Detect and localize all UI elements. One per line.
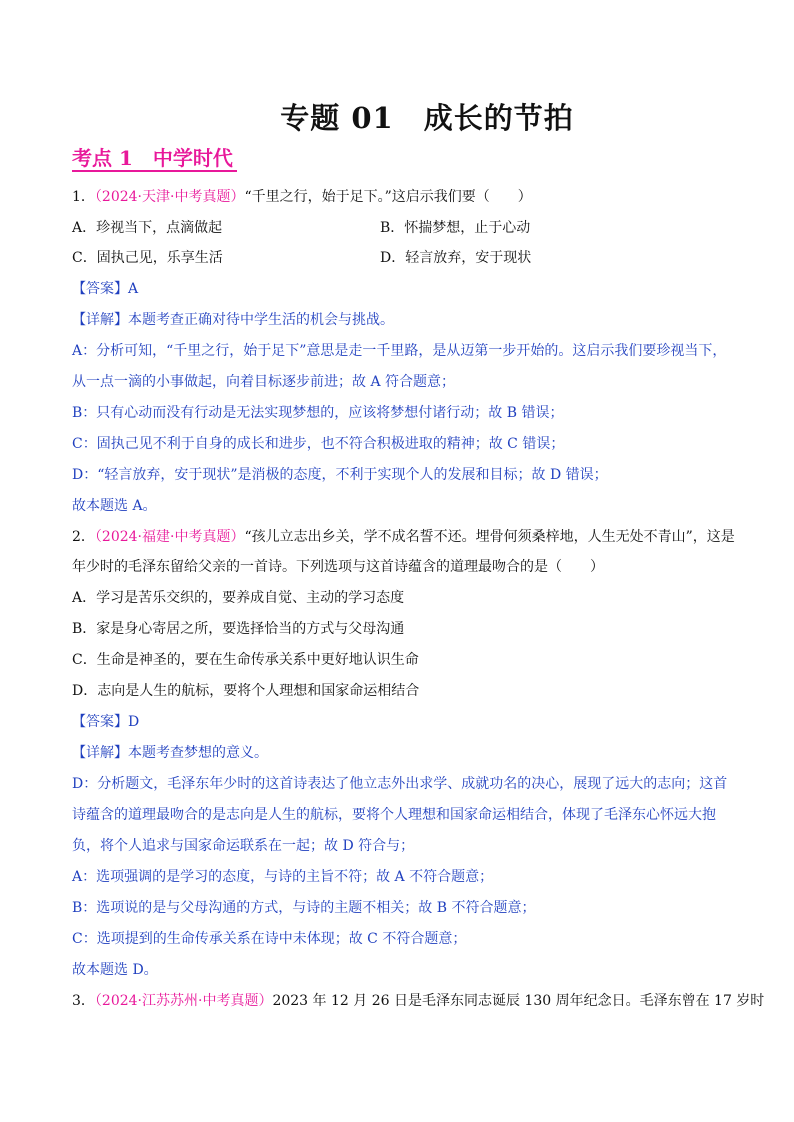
q2-analysis-line: 诗蕴含的道理最吻合的是志向是人生的航标，要将个人理想和国家命运相结合，体现了毛泽东心怀远大抱 — [72, 807, 716, 823]
q2-analysis-line: B：选项说的是与父母沟通的方式，与诗的主题不相关；故 B 不符合题意； — [72, 900, 536, 916]
question-number: 3． — [72, 993, 95, 1009]
q1-option-a: A．珍视当下，点滴做起 — [72, 220, 223, 236]
q1-analysis-line: 从一点一滴的小事做起，向着目标逐步前进；故 A 符合题意； — [72, 374, 456, 390]
section-heading: 考点 1 中学时代 — [72, 146, 233, 170]
question-text: “千里之行，始于足下。”这启示我们要（ ） — [244, 189, 532, 205]
q2-analysis-line: 负，将个人追求与国家命运联系在一起；故 D 符合与； — [72, 838, 415, 854]
section-underline — [72, 170, 237, 172]
q2-analysis-line: 故本题选 D。 — [72, 962, 158, 978]
q1-answer: 【答案】A — [72, 281, 139, 297]
q2-analysis-line: C：选项提到的生命传承关系在诗中未体现；故 C 不符合题意； — [72, 931, 467, 947]
q1-analysis-line: B：只有心动而没有行动是无法实现梦想的，应该将梦想付诸行动；故 B 错误； — [72, 405, 564, 421]
page-title: 专题 01 成长的节拍 — [280, 101, 574, 135]
question-2-stem-cont: 年少时的毛泽东留给父亲的一首诗。下列选项与这首诗蕴含的道理最吻合的是（ ） — [72, 559, 604, 575]
q1-analysis-line: 故本题选 A。 — [72, 498, 157, 514]
question-3-stem — [72, 991, 765, 1011]
question-1-stem — [72, 187, 732, 207]
q1-option-d: D．轻言放弃，安于现状 — [380, 250, 532, 266]
q1-analysis-line: 【详解】本题考查正确对待中学生活的机会与挑战。 — [72, 312, 394, 328]
question-number: 2． — [72, 529, 95, 545]
q1-analysis-line: D：“轻言放弃，安于现状”是消极的态度，不利于实现个人的发展和目标；故 D 错误； — [72, 467, 608, 483]
question-source: （2024·天津·中考真题） — [94, 189, 245, 205]
question-2-stem — [72, 527, 735, 547]
q2-answer: 【答案】D — [72, 714, 140, 730]
q2-analysis-line: 【详解】本题考查梦想的意义。 — [72, 745, 268, 761]
q2-analysis-line: D：分析题文，毛泽东年少时的这首诗表达了他立志外出求学、成就功名的决心，展现了远大的志向；这首 — [72, 776, 728, 792]
question-text: “孩儿立志出乡关，学不成名誓不还。埋骨何须桑梓地，人生无处不青山”，这是 — [244, 529, 735, 545]
question-number: 1． — [72, 189, 95, 205]
q2-option-a: A．学习是苦乐交织的，要养成自觉、主动的学习态度 — [72, 590, 405, 606]
q1-analysis-line: C：固执己见不利于自身的成长和进步，也不符合积极进取的精神；故 C 错误； — [72, 436, 565, 452]
q1-option-c: C．固执己见，乐享生活 — [72, 250, 223, 266]
question-text: 2023 年 12 月 26 日是毛泽东同志诞辰 130 周年纪念日。毛泽东曾在 17 岁时 — [272, 993, 765, 1009]
q2-option-c: C．生命是神圣的，要在生命传承关系中更好地认识生命 — [72, 652, 419, 668]
q2-option-b: B．家是身心寄居之所，要选择恰当的方式与父母沟通 — [72, 621, 405, 637]
question-source: （2024·福建·中考真题） — [94, 529, 245, 545]
q2-option-d: D．志向是人生的航标，要将个人理想和国家命运相结合 — [72, 683, 420, 699]
q2-analysis-line: A：选项强调的是学习的态度，与诗的主旨不符；故 A 不符合题意； — [72, 869, 494, 885]
question-source: （2024·江苏苏州·中考真题） — [94, 993, 273, 1009]
q1-analysis-line: A：分析可知，“千里之行，始于足下”意思是走一千里路，是从迈第一步开始的。这启示我们要珍视当下， — [72, 343, 727, 359]
q1-option-b: B．怀揣梦想，止于心动 — [380, 220, 531, 236]
